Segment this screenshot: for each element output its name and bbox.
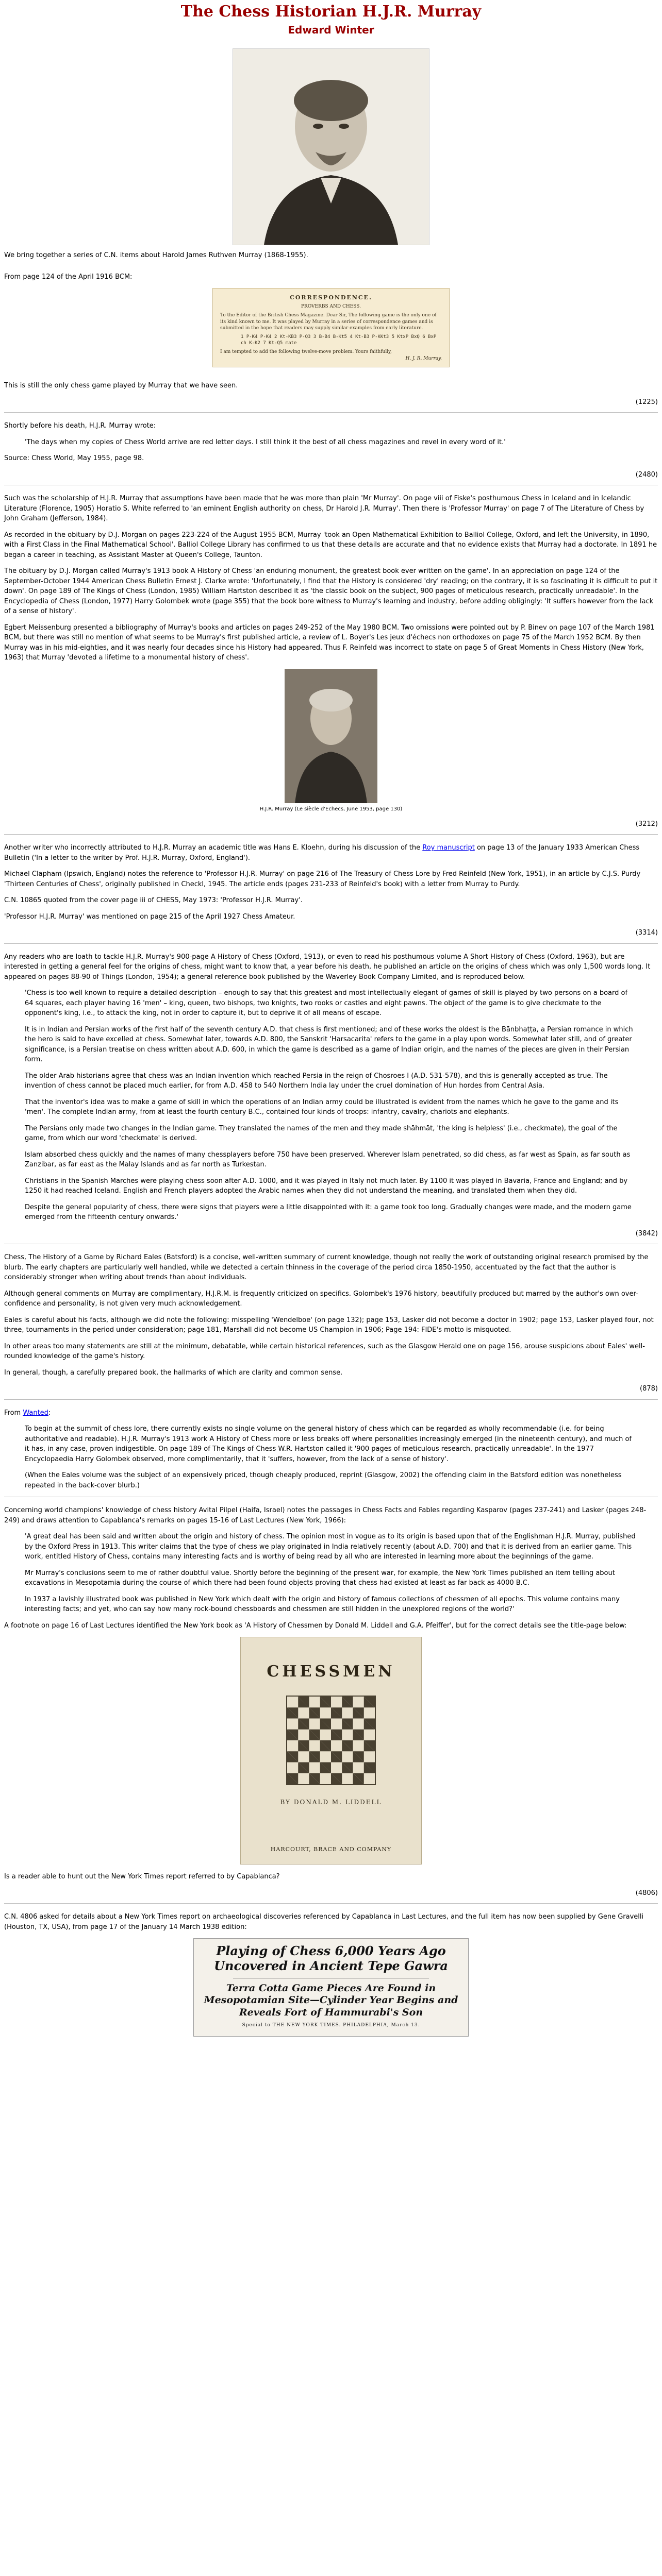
item-number-3842: (3842) — [635, 1229, 658, 1238]
item-3842-quote-3: The older Arab historians agree that chess was an Indian invention which reached Persia in the reign of Chosroes I (A.D. 531-578), and this is generally accepted as true. The invention of chess cannot be placed much earlier, for from A.D. 458 to 540 Northern India lay under the cruel domination of Hun hordes from Central Asia. — [25, 1072, 608, 1090]
item-878-p3: Eales is careful about his facts, although we did note the following: misspelling 'Wendelboe' (on page 132); page 153, Lasker did not become a doctor in 1902; page 153, Lasker played four, not three, tournaments in the period under consideration; page 181, Marshall did not become US Champion in 1906; Page 194: FIDE's motto is misquoted. — [4, 1316, 654, 1334]
wanted-link[interactable]: Wanted — [23, 1409, 48, 1417]
photo-caption: H.J.R. Murray (Le siècle d'Echecs, June 1953, page 130) — [259, 806, 403, 812]
clipping-heading: CORRESPONDENCE. — [290, 294, 372, 301]
book-chessboard-illustration — [286, 1696, 376, 1785]
item-3842-p1: Any readers who are loath to tackle H.J.R. Murray's 900-page A History of Chess (Oxford, 1913), or even to read his posthumous volume A Short History of Chess (Oxford, 1963), but are interested in getting a general feel for the origins of chess, might want to know that, a year before his death, he published an article on the origins of chess which was only 1,500 words long. It appeared on pages 88-90 of Things (London, 1954); a general reference book published by the Waverley Book Company Limited, and is reproduced below. — [4, 953, 651, 981]
item-number-3314: (3314) — [635, 929, 658, 937]
item-3842-quote-7: Christians in the Spanish Marches were playing chess soon after A.D. 1000, and it was played in Italy not much later. By 1100 it was played in Bavaria, France and England; and by 1250 it had reached Iceland. English and French players adopted the Arabic names when they did not understand the meaning, and translated them when they did. — [25, 1177, 628, 1195]
book-author: BY DONALD M. LIDDELL — [280, 1799, 382, 1806]
item-4806-quote-3: In 1937 a lavishly illustrated book was published in New York which dealt with the origin and history of famous collections of chessmen of all epochs. This volume contains many interesting facts; and yet, who can say how many rock-bound chessboards and chessmen are still hidden in the unexplored regions of the world?' — [25, 1595, 620, 1614]
separator — [4, 412, 658, 413]
book-publisher: HARCOURT, BRACE AND COMPANY — [270, 1845, 392, 1853]
chessmen-title-page-image — [240, 1637, 422, 1865]
clipping-closing: I am tempted to add the following twelve-move problem. Yours faithfully, — [220, 349, 392, 354]
murray-photo-1953 — [285, 669, 377, 803]
item-number-878: (878) — [640, 1385, 658, 1393]
separator — [4, 943, 658, 944]
photo-illustration — [285, 669, 377, 803]
item-number-3212: (3212) — [635, 820, 658, 828]
item-number-2480: (2480) — [635, 470, 658, 479]
item-2480-quote: 'The days when my copies of Chess World arrive are red letter days. I still think it the best of all chess magazines and revel in every word of it.' — [25, 438, 506, 446]
item-4806-quote-2: Mr Murray's conclusions seem to me of rather doubtful value. Shortly before the beginning of the present war, for example, the New York Times published an item telling about excavations in Mesopotamia during the course of which there had been found objects proving that chess had existed at least as far back as 4000 B.C. — [25, 1569, 615, 1587]
item-3212-p4: Egbert Meissenburg presented a bibliography of Murray's books and articles on pages 249-252 of the May 1980 BCM. Two omissions were pointed out by P. Binev on page 107 of the March 1981 BCM, but there was still no mention of what seems to be Murray's first published article, a review of L. Boyer's Les jeux d'échecs non orthodoxes on page 75 of the March 1952 BCM. By then Murray was in his mid-eighties, and it was nearly four decades since his History had appeared. Thus F. Reinfeld was incorrect to state on page 5 of Great Moments in Chess History (New York, 1963) that Murray 'devoted a lifetime to a monumental history of chess'. — [4, 623, 655, 662]
item-2480-lead: Shortly before his death, H.J.R. Murray wrote: — [4, 422, 156, 430]
item-3842-quote-6: Islam absorbed chess quickly and the names of many chessplayers before 750 have been preserved. Wherever Islam penetrated, so did chess, as far west as Spain, as far south as Zanzibar, as far east as the Malay Islands and as far north as Turkestan. — [25, 1150, 631, 1169]
news-dateline: Special to THE NEW YORK TIMES. PHILADELPHIA, March 13. — [242, 2022, 420, 2028]
book-title: CHESSMEN — [267, 1663, 395, 1681]
portrait-illustration — [233, 49, 429, 245]
item-878-p2: Although general comments on Murray are complimentary, H.J.R.M. is frequently criticized on specifics. Golombek's 1976 history, beautifully produced but marred by the author's own over-confidence and personality, is not given very much acknowledgement. — [4, 1290, 638, 1308]
item-3314-p2: Michael Clapham (Ipswich, England) notes the reference to 'Professor H.J.R. Murray' on page 216 of The Treasury of Chess Lore by Fred Reinfeld (New York, 1951), in an article by C.J.S. Purdy 'Thirteen Centuries of Chess', originally published in Checkl, 1945. The article ends (pages 231-233 of Reinfeld's book) with a letter from Murray to Purdy. — [4, 870, 641, 888]
wanted-quote-1: To begin at the summit of chess lore, there currently exists no single volume on the general history of chess which can be regarded as wholly recommendable (i.e. for being authoritative and readable). H.J.R. Murray's 1913 work A History of Chess more or less breaks off where personalities increasingly emerged (in the nineteenth century), and much of it has, in any case, proven indigestible. On page 189 of The Kings of Chess W.R. Hartston called it '900 pages of meticulous research, practically unreadable'. In the 1977 Encyclopaedia Harry Golombek observed, more complimentarily, that it 'suffers, however, from the lack of a sense of history'. — [25, 1425, 632, 1463]
item-3842-quote-5: The Persians only made two changes in the Indian game. They translated the names of the men and they made shāhmāt, 'the king is helpless' (i.e., checkmate), the goal of the game, from which our word 'checkmate' is derived. — [25, 1124, 618, 1143]
news-headline: Playing of Chess 6,000 Years Ago Uncovered in Ancient Tepe Gawra — [214, 1943, 448, 1973]
item-4806-question: Is a reader able to hunt out the New York Times report referred to by Capablanca? — [4, 1873, 280, 1881]
news-subheadline: Terra Cotta Game Pieces Are Found in Mesopotamian Site—Cylinder Year Begins and Reveals Fort of Hammurabi's Son — [204, 1982, 458, 2019]
clipping-signature: H. J. R. Murray. — [405, 355, 442, 361]
item-3314-p4: 'Professor H.J.R. Murray' was mentioned on page 215 of the April 1927 Chess Amateur. — [4, 912, 295, 921]
item-3842-quote-4: That the inventor's idea was to make a game of skill in which the operations of an Indian army could be illustrated is evident from the names which he gave to the game and its 'men'. The complete Indian army, from at least the fourth century B.C., contained four kinds of troops: infantry, cavalry, chariots and elephants. — [25, 1098, 619, 1116]
item-final-p1: C.N. 4806 asked for details about a New York Times report on archaeological discoveries referenced by Capablanca in Last Lectures, and the full item has now been supplied by Gene Gravelli (Houston, TX, USA), from page 17 of the January 14 March 1938 edition: — [4, 1913, 644, 1931]
page-author: Edward Winter — [288, 24, 374, 36]
wanted-lead-prefix: From — [4, 1409, 21, 1417]
item-3212-p2: As recorded in the obituary by D.J. Morgan on pages 223-224 of the August 1955 BCM, Murray 'took an Open Mathematical Exhibition to Balliol College, Oxford, and left the University, in 1890, with a First Class in the Final Mathematical School'. Balliol College Library has confirmed to us that these details are accurate and that no evidence exists that Murray had a doctorate. In 1891 he began a career in teaching, as Assistant Master at Queen's College, Taunton. — [4, 531, 657, 559]
item-878-p5: In general, though, a carefully prepared book, the hallmarks of which are clarity and common sense. — [4, 1368, 343, 1377]
clipping-subheading: PROVERBS AND CHESS. — [301, 304, 361, 310]
item-3842-quote-2: It is in Indian and Persian works of the first half of the seventh century A.D. that chess is first mentioned; and of these works the oldest is the Bānbhaṭṭa, a Persian romance in which the hero is said to have excelled at chess. Somewhat later, towards A.D. 800, the Sanskrit 'Harsacarita' refers to the game in a play upon words. Somewhat later still, and of greater significance, is a Persian treatise on chess written about A.D. 600, in which the game is described as a game of Indian origin, and the names of the pieces are given in their Persian form. — [25, 1025, 633, 1064]
separator — [4, 1399, 658, 1400]
clipping-body: To the Editor of the British Chess Magazine. Dear Sir, The following game is the only one of its kind known to me. It was played by Murray in a series of correspondence games and is submitted in the hope that readers may supply similar examples from early literature. — [220, 312, 437, 331]
item-4806-quote-1: 'A great deal has been said and written about the origin and history of chess. The opinion most in vogue as to its origin is based upon that of the Englishman H.J.R. Murray, published by the Oxford Press in 1913. This writer claims that the type of chess we play originated in India relatively recently (about A.D. 700) and that it is derived from an earlier game. This work, entitled History of Chess, contains many interesting facts and is worthy of being read by all who are interested in learning more about the beginnings of the game. — [25, 1533, 636, 1561]
page-title: The Chess Historian H.J.R. Murray — [180, 3, 482, 21]
item-878-p4: In other areas too many statements are still at the minimum, debatable, while certain historical references, such as the Glasgow Herald one on page 156, arouse suspicions about Eales' well-rounded knowledge of the game's history. — [4, 1342, 645, 1361]
item-1225-comment: This is still the only chess game played by Murray that we have seen. — [4, 382, 238, 390]
item-878-p1: Chess, The History of a Game by Richard Eales (Batsford) is a concise, well-written summary of current knowledge, though not really the work of outstanding original research promised by the blurb. The early chapters are particularly well handled, while we detected a certain thinness in the coverage of the period circa 1850-1950, accentuated by the fact that the author is considerably stronger when writing about trends than about individuals. — [4, 1253, 649, 1282]
bcm-correspondence-clipping — [212, 288, 450, 367]
item-3212-p1: Such was the scholarship of H.J.R. Murray that assumptions have been made that he was more than plain 'Mr Murray'. On page viii of Fiske's posthumous Chess in Iceland and in Icelandic Literature (Florence, 1905) Horatio S. White referred to 'an eminent English authority on chess, Dr Harold J.R. Murray'. Then there is 'Professor Murray' on page 7 of The Literature of Chess by John Graham (Jefferson, 1984). — [4, 495, 644, 523]
intro-text: We bring together a series of C.N. items about Harold James Ruthven Murray (1868-1955). — [4, 251, 308, 259]
separator — [4, 1903, 658, 1904]
item-3314-p1 — [4, 843, 658, 863]
item-3314-p1-before: Another writer who incorrectly attributed to H.J.R. Murray an academic title was Hans E. Kloehn, during his discussion of the — [4, 844, 421, 852]
item-number-1225: (1225) — [635, 398, 658, 406]
item-2480-source: Source: Chess World, May 1955, page 98. — [4, 454, 144, 463]
item-4806-p2: A footnote on page 16 of Last Lectures identified the New York book as 'A History of Chessmen by Donald M. Liddell and G.A. Pfeiffer', but for the correct details see the title-page below: — [4, 1621, 627, 1630]
nyt-clipping-image — [193, 1938, 469, 2037]
separator — [4, 834, 658, 835]
item-1225-lead: From page 124 of the April 1916 BCM: — [4, 273, 133, 281]
wanted-quote-2: (When the Eales volume was the subject of an expensively priced, though cheaply produced, reprint (Glasgow, 2002) the offending claim in the Batsford edition was nonetheless repeated in the back-cover blurb.) — [25, 1471, 622, 1489]
item-3842-quote-8: Despite the general popularity of chess, there were signs that players were a little disappointed with it: a game took too long. Gradually changes were made, and the modern game emerged from the fifteenth century onwards.' — [25, 1203, 632, 1222]
roy-manuscript-link[interactable]: Roy manuscript — [422, 844, 475, 852]
wanted-lead: From Wanted: — [4, 1409, 51, 1417]
item-3212-p3: The obituary by D.J. Morgan called Murray's 1913 book A History of Chess 'an enduring monument, the greatest book ever written on the game'. In an appreciation on page 124 of the September-October 1944 American Chess Bulletin Ernest J. Clarke wrote: 'Unfortunately, I find that the History is considered 'dry' reading; on the contrary, it is so fascinating it is difficult to put it down'. On page 189 of The Kings of Chess (London, 1985) William Hartston described it as 'the classic book on the subject, 900 pages of meticulous research, practically unreadable'. In the Encyclopedia of Chess (London, 1977) Harry Golombek wrote (page 355) that the book bore witness to Murray's learning and industry, before adding obligingly: 'It suffers however from the lack of a sense of history'. — [4, 567, 658, 616]
item-3314-p1-after: on page 13 of the January 1933 American Chess Bulletin ('In a letter to the writer by Prof. H.J.R. Murray, Oxford, England'). — [4, 844, 640, 862]
murray-portrait-image — [233, 48, 429, 245]
item-3842-quote-1: 'Chess is too well known to require a detailed description – enough to say that this greatest and most intellectually elegant of games of skill is played by two persons on a board of 64 squares, each player having 16 'men' – king, queen, two bishops, two knights, two rooks or castles and eight pawns. The object of the game is to give checkmate to the opponent's king, i.e., to attack the king, not in order to capture it, but to deprive it of all means of escape. — [25, 989, 628, 1018]
item-number-4806: (4806) — [635, 1889, 658, 1897]
clipping-moves: 1 P-K4 P-K4 2 Kt-KB3 P-Q3 3 B-B4 B-Kt5 4 Kt-B3 P-KKt3 5 KtxP BxQ 6 BxP ch K-K2 7 Kt-Q5 mate — [241, 334, 437, 346]
item-4806-p1: Concerning world champions' knowledge of chess history Avital Pilpel (Haifa, Israel) notes the passages in Chess Facts and Fables regarding Kasparov (pages 237-241) and Lasker (pages 248-249) and draws attention to Capablanca's remarks on pages 15-16 of Last Lectures (New York, 1966): — [4, 1506, 647, 1524]
item-3314-p3: C.N. 10865 quoted from the cover page iii of CHESS, May 1973: 'Professor H.J.R. Murray'. — [4, 896, 303, 905]
